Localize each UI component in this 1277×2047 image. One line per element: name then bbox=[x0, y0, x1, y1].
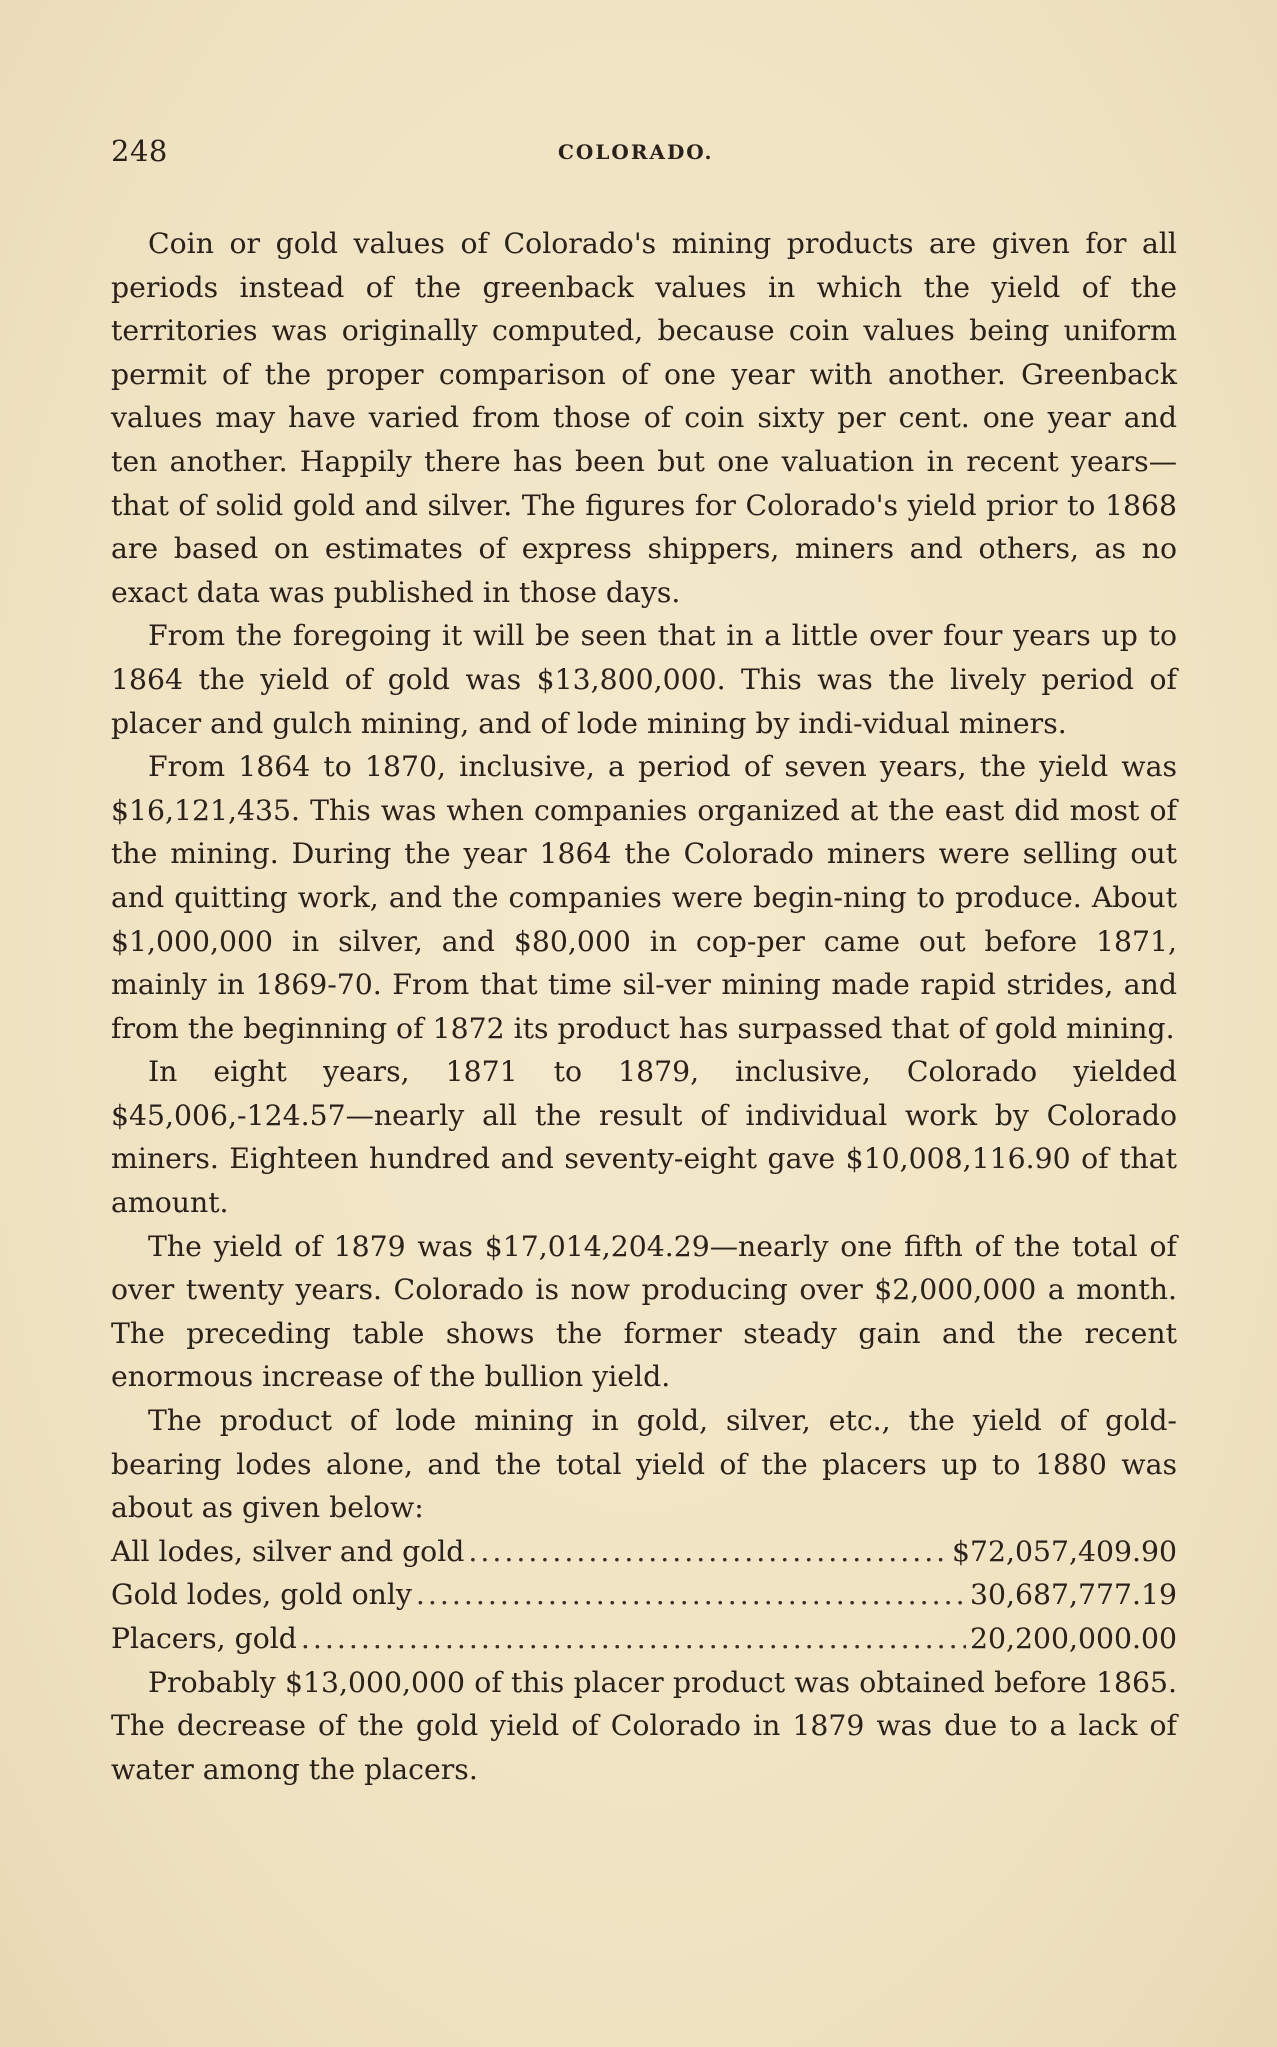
paragraph-1864-1870: From 1864 to 1870, inclusive, a period of seven years, the yield was $16,121,435. This was when companies organized at the east did most of the mining. During the year 1864 the Colorado miners were selling out and quitting work, and the companies were begin-ning to produce. About $1,000,000 in silver, and $80,000 in cop-per came out before 1871, mainly in 1869-70. From that time sil-ver mining made rapid strides, and from the beginning of 1872 its product has surpassed that of gold mining. bbox=[111, 750, 1177, 1045]
paragraph-eight-years: In eight years, 1871 to 1879, inclusive, Colorado yielded $45,006,-124.57—nearly all the result of individual work by Colorado miners. Eighteen hundred and seventy-eight gave $10,008,116.90 of that amount. bbox=[111, 1055, 1177, 1220]
running-head: COLORADO. bbox=[558, 140, 714, 164]
table-row bbox=[111, 1530, 1177, 1574]
dot-leader bbox=[301, 1617, 966, 1661]
figure-amount: 20,200,000.00 bbox=[969, 1622, 1177, 1655]
figure-label: All lodes, silver and gold bbox=[111, 1534, 465, 1568]
figure-amount: $72,057,409.90 bbox=[951, 1534, 1177, 1568]
figure-amount: 30,687,777.19 bbox=[969, 1578, 1177, 1612]
table-row bbox=[111, 1573, 1177, 1617]
paragraph-lode-product: The product of lode mining in gold, silver, etc., the yield of gold-bearing lodes alone, and the total yield of the placers up to 1880 was about as given below: bbox=[111, 1404, 1177, 1525]
paragraph-foregoing: From the foregoing it will be seen that in a little over four years up to 1864 the yield of gold was $13,800,000. This was the lively period of placer and gulch mining, and of lode mining by indi-vidual miners. bbox=[111, 619, 1177, 740]
dot-leader bbox=[468, 1530, 948, 1574]
paragraph-yield-1879: The yield of 1879 was $17,014,204.29—nearly one fifth of the total of over twenty years. Colorado is now producing over $2,000,000 a month. The preceding table shows the former steady gain and the recent enormous increase of the bullion yield. bbox=[111, 1229, 1177, 1394]
paragraph-closing: Probably $13,000,000 of this placer product was obtained before 1865. The decrease of the gold yield of Colorado in 1879 was due to a lack of water among the placers. bbox=[111, 1665, 1177, 1786]
dot-leader bbox=[416, 1573, 966, 1617]
yield-figures-table bbox=[111, 1530, 1177, 1661]
page-header bbox=[111, 134, 1177, 174]
page-number: 248 bbox=[111, 134, 168, 168]
table-row bbox=[111, 1617, 1177, 1661]
figure-label: Placers, gold bbox=[111, 1622, 297, 1655]
body-text bbox=[111, 222, 1177, 1791]
paragraph-coin-values: Coin or gold values of Colorado's mining products are given for all periods instead of the greenback values in which the yield of the territories was originally computed, because coin values being uniform permit of the proper comparison of one year with another. Greenback values may have varied from those of coin sixty per cent. one year and ten another. Happily there has been but one valuation in recent years—that of solid gold and silver. The figures for Colorado's yield prior to 1868 are based on estimates of express shippers, miners and others, as no exact data was published in those days. bbox=[111, 227, 1177, 609]
figure-label: Gold lodes, gold only bbox=[111, 1578, 412, 1612]
